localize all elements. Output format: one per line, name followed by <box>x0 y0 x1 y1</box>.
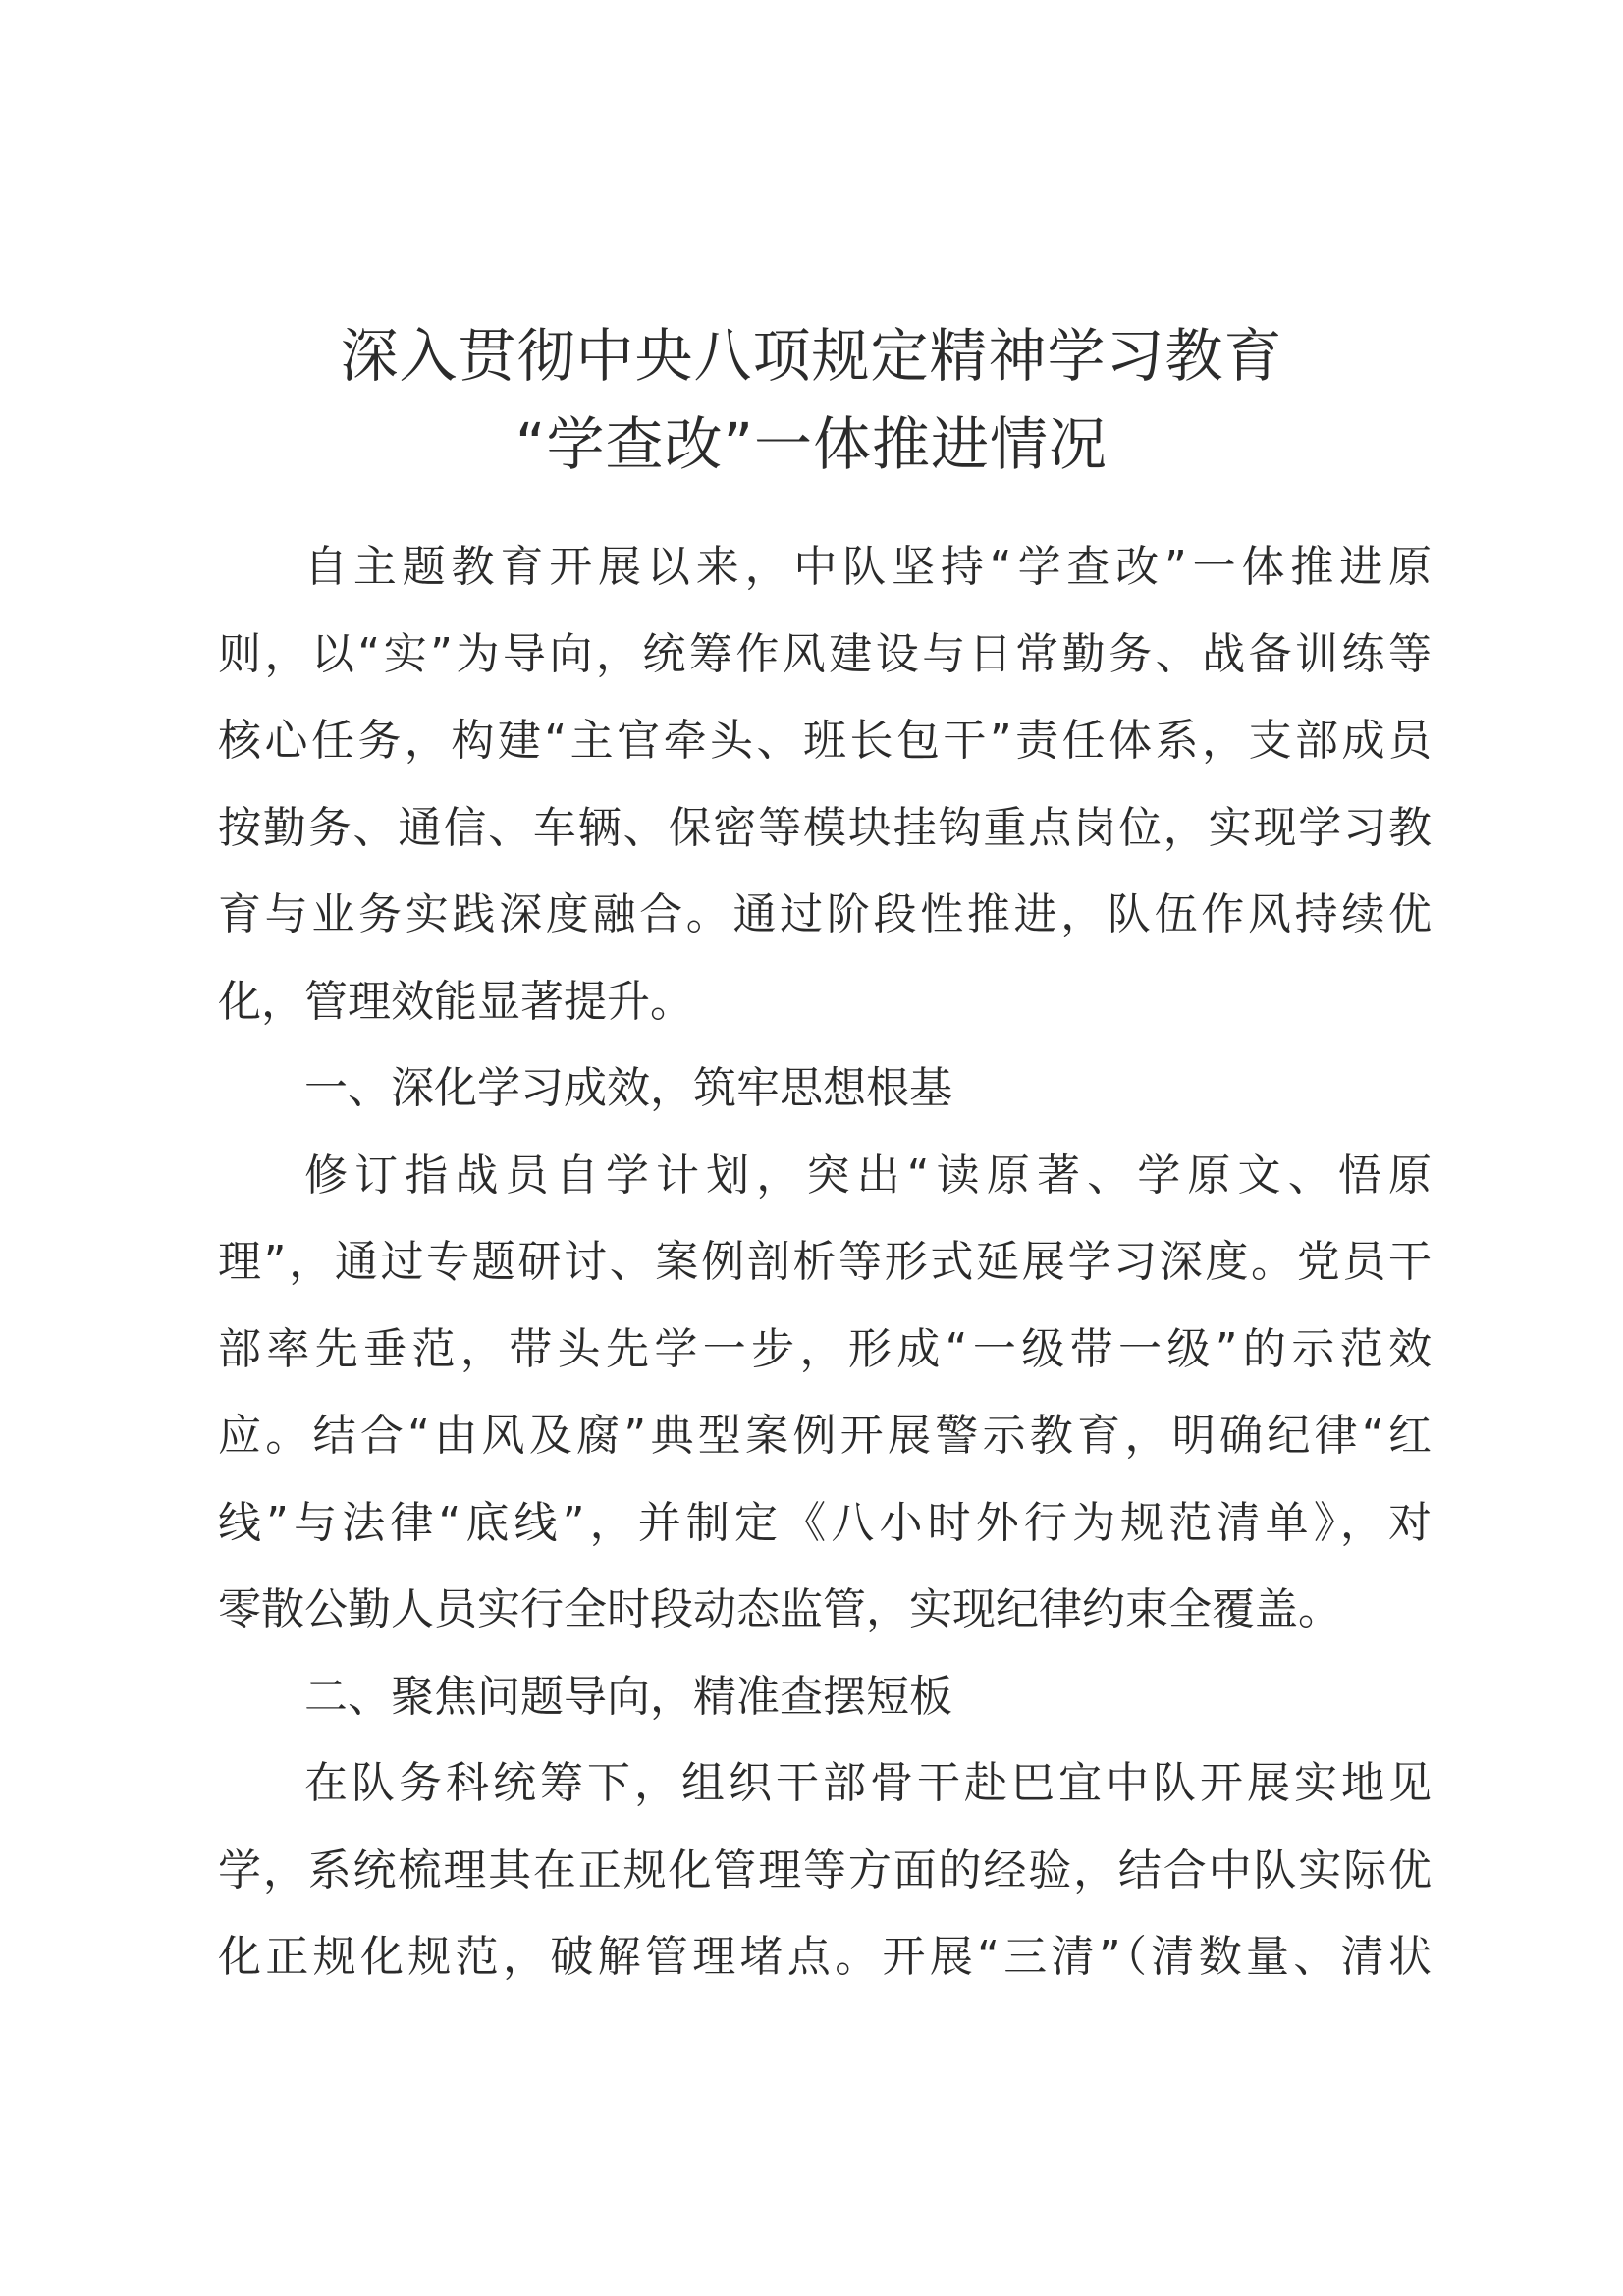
body-line: 修订指战员自学计划，突出“读原著、学原文、悟原 <box>304 1149 1432 1201</box>
body-line: 零散公勤人员实行全时段动态监管，实现纪律约束全覆盖。 <box>218 1584 1341 1634</box>
title-line-1: 深入贯彻中央八项规定精神学习教育 <box>340 322 1283 390</box>
body-line: 化，管理效能显著提升。 <box>218 976 693 1027</box>
body-line: 应。结合“由风及腐”典型案例开展警示教育，明确纪律“红 <box>218 1411 1432 1461</box>
body-line: 二、聚焦问题导向，精准查摆短板 <box>304 1671 952 1722</box>
body-line: 学，系统梳理其在正规化管理等方面的经验，结合中队实际优 <box>218 1844 1432 1896</box>
body-line: 则，以“实”为导向，统筹作风建设与日常勤务、战备训练等 <box>218 628 1432 679</box>
body-line: 一、深化学习成效，筑牢思想根基 <box>304 1063 952 1113</box>
body-line: 线”与法律“底线”，并制定《八小时外行为规范清单》，对 <box>218 1497 1432 1548</box>
body-line: 自主题教育开展以来，中队坚持“学查改”一体推进原 <box>304 542 1432 592</box>
body-line: 核心任务，构建“主官牵头、班长包干”责任体系，支部成员 <box>218 716 1432 766</box>
document-body <box>218 524 1432 2002</box>
body-line: 育与业务实践深度融合。通过阶段性推进，队伍作风持续优 <box>218 889 1432 939</box>
body-line: 部率先垂范，带头先学一步，形成“一级带一级”的示范效 <box>218 1323 1432 1374</box>
title-line-2: “学查改”一体推进情况 <box>514 410 1109 478</box>
document-title <box>0 312 1623 489</box>
body-line: 按勤务、通信、车辆、保密等模块挂钩重点岗位，实现学习教 <box>218 802 1432 853</box>
body-line: 理”，通过专题研讨、案例剖析等形式延展学习深度。党员干 <box>218 1237 1432 1287</box>
body-line: 化正规化规范，破解管理堵点。开展“三清”（清数量、清状 <box>218 1932 1432 1982</box>
body-line: 在队务科统筹下，组织干部骨干赴巴宜中队开展实地见 <box>304 1758 1432 1808</box>
